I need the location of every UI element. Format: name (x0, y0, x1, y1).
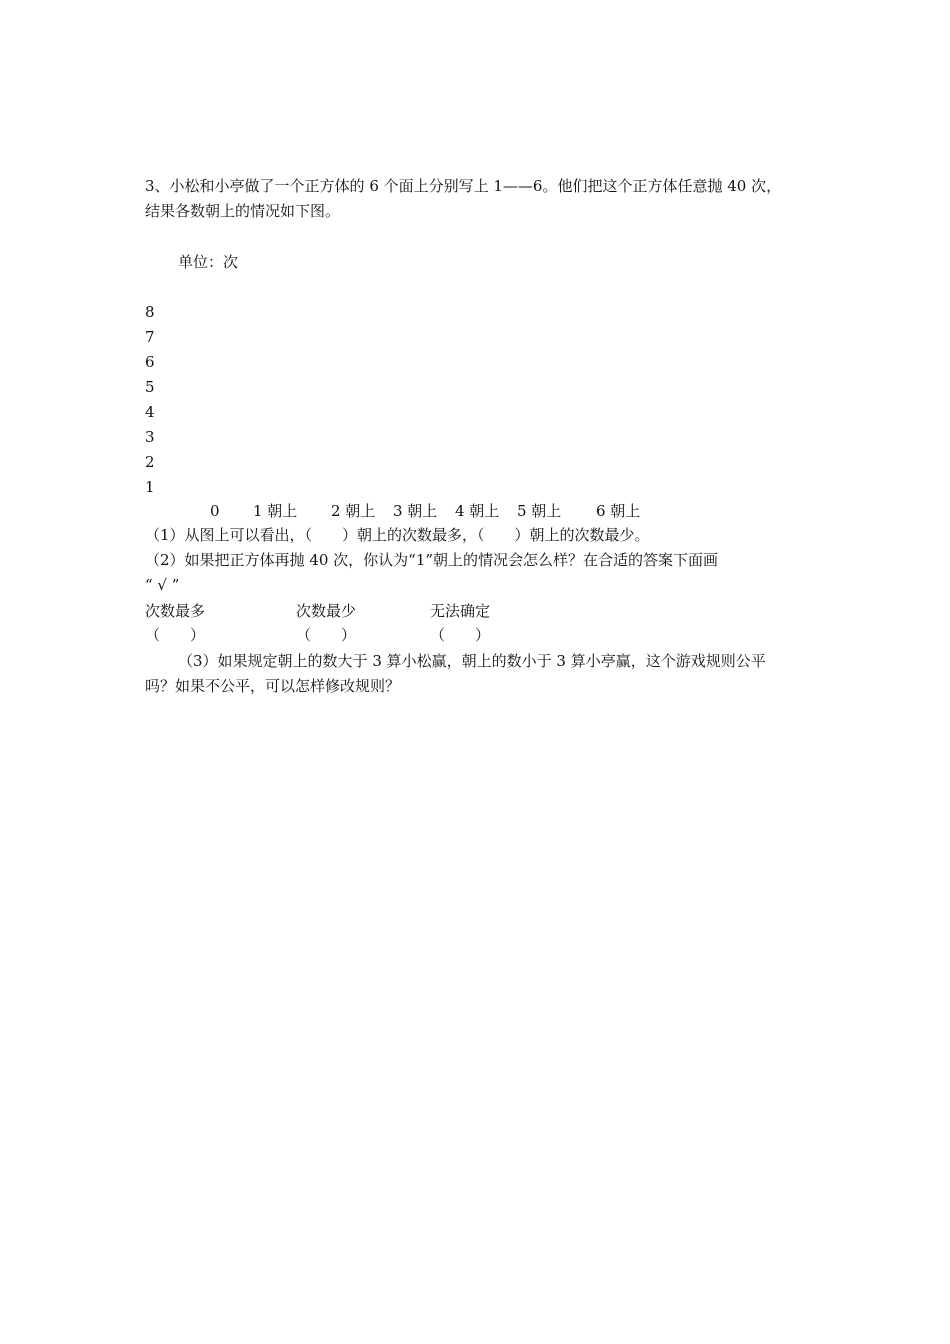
x-origin-label: 0 (210, 502, 220, 520)
y-tick-label: 3 (145, 428, 155, 446)
y-tick-label: 5 (145, 378, 155, 396)
option-label: 无法确定 (430, 602, 491, 620)
x-category-label: 2 朝上 (331, 502, 376, 520)
chart-unit-label: 单位：次 (178, 253, 239, 271)
option-answer-blank[interactable]: （ ） (430, 626, 491, 644)
question-intro-line2: 结果各数朝上的情况如下图。 (145, 202, 341, 220)
y-tick-label: 4 (145, 403, 155, 421)
subquestion-1: （1）从图上可以看出，（ ）朝上的次数最多，（ ）朝上的次数最少。 (145, 526, 650, 544)
subquestion-2-line1: （2）如果把正方体再抛 40 次，你认为“1”朝上的情况会怎么样？在合适的答案下面画 (145, 551, 719, 569)
x-category-label: 3 朝上 (393, 502, 438, 520)
option-label: 次数最少 (296, 602, 357, 620)
option-answer-blank[interactable]: （ ） (145, 626, 206, 644)
y-tick-label: 1 (145, 478, 155, 496)
x-category-label: 1 朝上 (253, 502, 298, 520)
option-label: 次数最多 (145, 602, 206, 620)
x-category-label: 5 朝上 (517, 502, 562, 520)
y-tick-label: 8 (145, 303, 155, 321)
option-answer-blank[interactable]: （ ） (296, 626, 357, 644)
y-tick-label: 7 (145, 328, 155, 346)
subquestion-3-line1: （3）如果规定朝上的数大于 3 算小松赢，朝上的数小于 3 算小亭赢，这个游戏规则公平 (178, 652, 766, 670)
y-tick-label: 6 (145, 353, 155, 371)
x-category-label: 6 朝上 (596, 502, 641, 520)
y-tick-label: 2 (145, 453, 155, 471)
x-category-label: 4 朝上 (455, 502, 500, 520)
question-intro-line1: 3、小松和小亭做了一个正方体的 6 个面上分别写上 1——6。他们把这个正方体任意抛 40 次， (145, 177, 782, 195)
subquestion-2-line2: “ √ ” (145, 576, 180, 594)
subquestion-3-line2: 吗？如果不公平，可以怎样修改规则？ (145, 677, 401, 695)
